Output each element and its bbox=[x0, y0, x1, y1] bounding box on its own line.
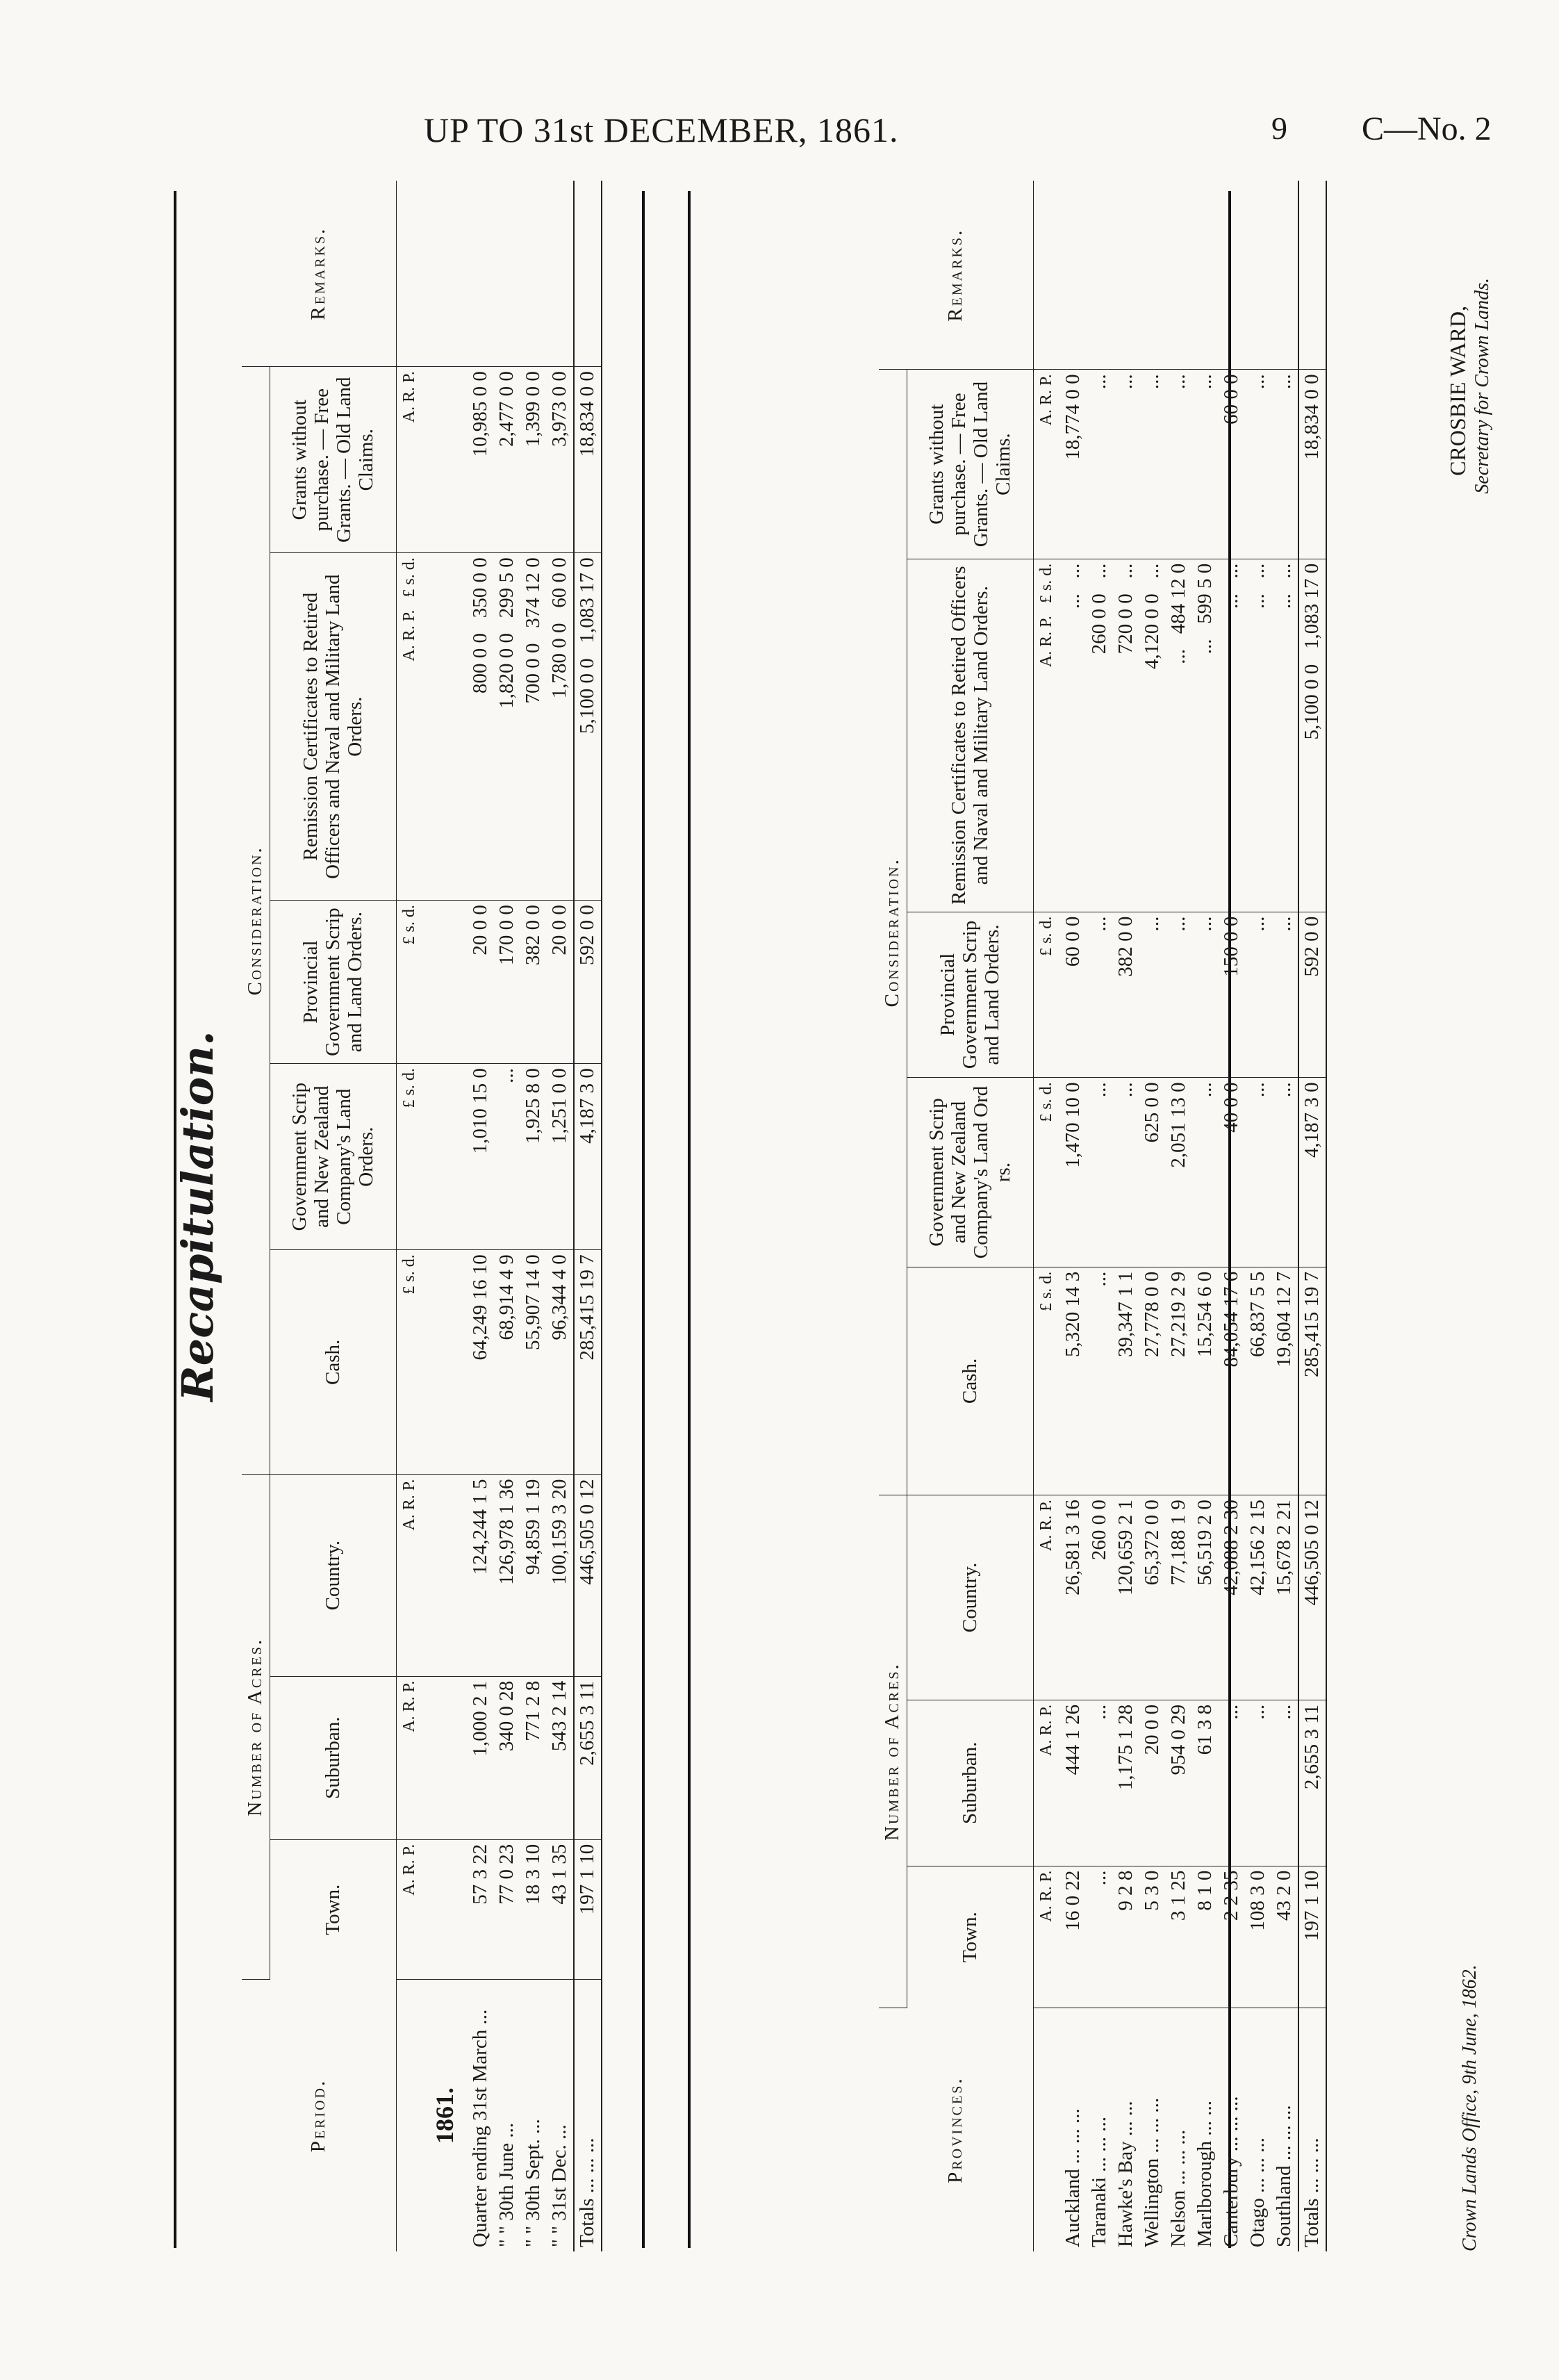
cell-remission bbox=[1113, 559, 1139, 912]
cell-grants: ... bbox=[1192, 370, 1219, 559]
cell-town: 18 3 10 bbox=[520, 1839, 547, 1979]
table-row bbox=[1192, 181, 1219, 2251]
cell-remission-acres: ... bbox=[1273, 593, 1295, 609]
col-header-country: Country. bbox=[270, 1475, 396, 1676]
total-suburban: 2,655 3 11 bbox=[1298, 1700, 1326, 1866]
cell-country: 26,581 3 16 bbox=[1060, 1495, 1087, 1700]
cell-grants: 2,477 0 0 bbox=[494, 367, 520, 553]
cell-remission bbox=[520, 553, 547, 901]
cell-cash: 27,219 2 9 bbox=[1166, 1267, 1192, 1495]
cell-cash: 27,778 0 0 bbox=[1139, 1267, 1166, 1495]
table-row bbox=[1166, 181, 1192, 2251]
cell-prov-scrip: ... bbox=[1192, 912, 1219, 1078]
unit-acres: A. R. P. bbox=[396, 1839, 423, 1979]
total-country: 446,505 0 12 bbox=[1298, 1495, 1326, 1700]
cell-grants: 3,973 0 0 bbox=[547, 367, 574, 553]
row-label: Wellington ... ... ... bbox=[1141, 2097, 1163, 2247]
cell-prov-scrip: 382 0 0 bbox=[1113, 912, 1139, 1078]
table-row bbox=[1219, 181, 1245, 2251]
document-code: C—No. 2 bbox=[1362, 110, 1492, 147]
col-header-grants: Grants without purchase. — Free Grants. — Old Land Claims. bbox=[907, 370, 1033, 559]
cell-suburban: ... bbox=[1271, 1700, 1298, 1866]
cell-suburban: ... bbox=[1219, 1700, 1245, 1866]
total-prov-scrip: 592 0 0 bbox=[1298, 912, 1326, 1078]
col-header-remarks: Remarks. bbox=[879, 181, 1033, 370]
cell-remission-money: 599 5 0 bbox=[1194, 563, 1216, 624]
cell-grants: ... bbox=[1139, 370, 1166, 559]
total-remission bbox=[1298, 559, 1326, 912]
cell-prov-scrip: 20 0 0 bbox=[547, 901, 574, 1064]
cell-remission-acres: ... bbox=[1220, 593, 1242, 609]
total-remission-acres: 5,100 0 0 bbox=[576, 658, 598, 734]
cell-town: 3 1 25 bbox=[1166, 1866, 1192, 2008]
year-label: 1861. bbox=[431, 2087, 459, 2144]
cell-govt-scrip: ... bbox=[1245, 1078, 1271, 1267]
cell-remission-money: 350 0 0 bbox=[469, 557, 491, 618]
cell-remission bbox=[494, 553, 520, 901]
total-suburban: 2,655 3 11 bbox=[574, 1676, 602, 1839]
cell-suburban: 543 2 14 bbox=[547, 1676, 574, 1839]
cell-remission-money: ... bbox=[1220, 563, 1242, 579]
col-header-cash: Cash. bbox=[270, 1250, 396, 1475]
cell-country: 56,519 2 0 bbox=[1192, 1495, 1219, 1700]
signature-name: CROSBIE WARD, bbox=[1445, 306, 1470, 476]
row-label: Auckland ... ... ... bbox=[1062, 2108, 1084, 2247]
cell-remarks bbox=[1139, 181, 1166, 370]
cell-remarks bbox=[494, 181, 520, 367]
total-govt-scrip: 4,187 3 0 bbox=[574, 1064, 602, 1250]
cell-remission bbox=[468, 553, 494, 901]
unit-money: £ s. d. bbox=[1033, 912, 1060, 1078]
total-remission-money: 1,083 17 0 bbox=[576, 557, 598, 643]
row-label: Marlborough ... ... bbox=[1194, 2100, 1216, 2247]
cell-cash: 19,604 12 7 bbox=[1271, 1267, 1298, 1495]
cell-country: 42,156 2 15 bbox=[1245, 1495, 1271, 1700]
page-title: UP TO 31st DECEMBER, 1861. bbox=[424, 110, 899, 149]
cell-govt-scrip: 1,251 0 0 bbox=[547, 1064, 574, 1250]
cell-country: 65,372 0 0 bbox=[1139, 1495, 1166, 1700]
col-header-cash: Cash. bbox=[907, 1267, 1033, 1495]
unit-acres: A. R. P. bbox=[1033, 370, 1060, 559]
cell-country: 120,659 2 1 bbox=[1113, 1495, 1139, 1700]
table-row bbox=[1139, 181, 1166, 2251]
cell-remission-acres: 1,820 0 0 bbox=[495, 633, 518, 709]
cell-govt-scrip: 1,010 15 0 bbox=[468, 1064, 494, 1250]
col-header-town: Town. bbox=[270, 1839, 396, 1979]
cell-country: 100,159 3 20 bbox=[547, 1475, 574, 1676]
total-town: 197 1 10 bbox=[1298, 1866, 1326, 2008]
table-row bbox=[1113, 181, 1139, 2251]
cell-prov-scrip: 382 0 0 bbox=[520, 901, 547, 1064]
cell-suburban: 954 0 29 bbox=[1166, 1700, 1192, 1866]
cell-remission-money: ... bbox=[1246, 563, 1269, 579]
cell-grants: ... bbox=[1166, 370, 1192, 559]
unit-money: £ s. d. bbox=[1033, 1267, 1060, 1495]
cell-suburban: ... bbox=[1087, 1700, 1113, 1866]
cell-govt-scrip: 1,925 8 0 bbox=[520, 1064, 547, 1250]
cell-remarks bbox=[1219, 181, 1245, 370]
cell-govt-scrip: ... bbox=[1271, 1078, 1298, 1267]
cell-cash: 55,907 14 0 bbox=[520, 1250, 547, 1475]
total-remission-acres: 5,100 0 0 bbox=[1301, 664, 1323, 740]
unit-acres: A. R. P. bbox=[1033, 1866, 1060, 2008]
unit-money: £ s. d. bbox=[396, 1250, 423, 1475]
cell-prov-scrip: 150 0 0 bbox=[1219, 912, 1245, 1078]
table-row bbox=[1271, 181, 1298, 2251]
cell-prov-scrip: ... bbox=[1139, 912, 1166, 1078]
cell-remission-acres: ... bbox=[1062, 593, 1084, 609]
table-row bbox=[547, 181, 574, 2251]
row-label: Taranaki ... ... ... bbox=[1088, 2116, 1110, 2247]
cell-remission-money: ... bbox=[1273, 563, 1295, 579]
cell-country: 77,188 1 9 bbox=[1166, 1495, 1192, 1700]
cell-remission-money: ... bbox=[1141, 563, 1163, 579]
cell-prov-scrip: 60 0 0 bbox=[1060, 912, 1087, 1078]
total-grants: 18,834 0 0 bbox=[574, 367, 602, 553]
cell-prov-scrip: ... bbox=[1087, 912, 1113, 1078]
cell-remarks bbox=[468, 181, 494, 367]
cell-town: 16 0 22 bbox=[1060, 1866, 1087, 2008]
cell-grants: ... bbox=[1113, 370, 1139, 559]
unit-acres: A. R. P. bbox=[1033, 1495, 1060, 1700]
province-table bbox=[879, 181, 1327, 2251]
cell-town: 108 3 0 bbox=[1245, 1866, 1271, 2008]
total-cash: 285,415 19 7 bbox=[574, 1250, 602, 1475]
col-header-govt-scrip: Government Scrip and New Zealand Company's Land Orders. bbox=[270, 1064, 396, 1250]
unit-money: £ s. d. bbox=[396, 901, 423, 1064]
unit-acres: A. R. P. bbox=[400, 609, 418, 662]
col-header-remission: Remission Certificates to Retired Officers and Naval and Military Land Orders. bbox=[907, 559, 1033, 912]
unit-money: £ s. d. bbox=[396, 1064, 423, 1250]
cell-suburban: 20 0 0 bbox=[1139, 1700, 1166, 1866]
cell-remission-money: 299 5 0 bbox=[495, 557, 518, 618]
unit-money: £ s. d. bbox=[1033, 1078, 1060, 1267]
row-label: Otago ... ... ... bbox=[1246, 2137, 1269, 2247]
cell-country: 260 0 0 bbox=[1087, 1495, 1113, 1700]
cell-remission-acres: ... bbox=[1167, 649, 1189, 664]
cell-govt-scrip: 40 0 0 bbox=[1219, 1078, 1245, 1267]
cell-remission-acres: 800 0 0 bbox=[469, 633, 491, 694]
total-govt-scrip: 4,187 3 0 bbox=[1298, 1078, 1326, 1267]
cell-remarks bbox=[1060, 181, 1087, 370]
cell-remission-acres: ... bbox=[1246, 593, 1269, 609]
totals-label: Totals ... ... ... bbox=[1298, 2008, 1326, 2251]
col-header-govt-scrip: Government Scrip and New Zealand Company's Land Ord rs. bbox=[907, 1078, 1033, 1267]
cell-remission bbox=[547, 553, 574, 901]
cell-remission-money: ... bbox=[1088, 563, 1110, 579]
cell-govt-scrip: 2,051 13 0 bbox=[1166, 1078, 1192, 1267]
unit-acres: A. R. P. bbox=[396, 1475, 423, 1676]
col-header-provinces: Provinces. bbox=[879, 2008, 1033, 2251]
group-header-acres: Number of Acres. bbox=[879, 1495, 907, 2008]
cell-remission bbox=[1087, 559, 1113, 912]
cell-grants: 18,774 0 0 bbox=[1060, 370, 1087, 559]
cell-town: 9 2 8 bbox=[1113, 1866, 1139, 2008]
rotated-content bbox=[174, 181, 1528, 2251]
cell-remission bbox=[1245, 559, 1271, 912]
unit-acres: A. R. P. bbox=[396, 1676, 423, 1839]
cell-suburban: ... bbox=[1245, 1700, 1271, 1866]
cell-town: 2 2 35 bbox=[1219, 1866, 1245, 2008]
cell-prov-scrip: ... bbox=[1166, 912, 1192, 1078]
cell-prov-scrip: ... bbox=[1271, 912, 1298, 1078]
cell-remarks bbox=[1192, 181, 1219, 370]
cell-grants: 60 0 0 bbox=[1219, 370, 1245, 559]
units-row bbox=[1033, 181, 1060, 2251]
cell-suburban: 1,175 1 28 bbox=[1113, 1700, 1139, 1866]
cell-cash: 39,347 1 1 bbox=[1113, 1267, 1139, 1495]
table-row bbox=[520, 181, 547, 2251]
row-label: Canterbury ... ... ... bbox=[1220, 2096, 1242, 2247]
cell-town: ... bbox=[1087, 1866, 1113, 2008]
row-label: Quarter ending 31st March ... bbox=[469, 2009, 491, 2247]
cell-govt-scrip: ... bbox=[1192, 1078, 1219, 1267]
cell-prov-scrip: 20 0 0 bbox=[468, 901, 494, 1064]
total-country: 446,505 0 12 bbox=[574, 1475, 602, 1676]
units-row bbox=[396, 181, 423, 2251]
total-cash: 285,415 19 7 bbox=[1298, 1267, 1326, 1495]
cell-town: 43 2 0 bbox=[1271, 1866, 1298, 2008]
row-label: Southland ... ... ... bbox=[1273, 2105, 1295, 2247]
cell-remission-acres: ... bbox=[1194, 639, 1216, 655]
table-row bbox=[494, 181, 520, 2251]
cell-remarks bbox=[547, 181, 574, 367]
col-header-town: Town. bbox=[907, 1866, 1033, 2008]
col-header-suburban: Suburban. bbox=[907, 1700, 1033, 1866]
cell-cash: 64,249 16 10 bbox=[468, 1250, 494, 1475]
recapitulation-title: Recapitulation. bbox=[172, 1031, 223, 1402]
cell-country: 94,859 1 19 bbox=[520, 1475, 547, 1676]
row-label: " " 30th Sept. ... bbox=[522, 2119, 544, 2247]
cell-remission bbox=[1219, 559, 1245, 912]
cell-cash: 68,914 4 9 bbox=[494, 1250, 520, 1475]
unit-money: £ s. d. bbox=[400, 557, 418, 598]
cell-grants: 1,399 0 0 bbox=[520, 367, 547, 553]
col-header-grants: Grants without purchase. — Free Grants. — Old Land Claims. bbox=[270, 367, 396, 553]
cell-grants: 10,985 0 0 bbox=[468, 367, 494, 553]
cell-remission-money: 484 12 0 bbox=[1167, 563, 1189, 634]
col-header-country: Country. bbox=[907, 1495, 1033, 1700]
cell-cash: ... bbox=[1087, 1267, 1113, 1495]
totals-row bbox=[574, 181, 602, 2251]
cell-remission bbox=[1166, 559, 1192, 912]
cell-cash: 5,320 14 3 bbox=[1060, 1267, 1087, 1495]
total-town: 197 1 10 bbox=[574, 1839, 602, 1979]
cell-remarks bbox=[1298, 181, 1326, 370]
unit-acres: A. R. P. bbox=[1037, 616, 1055, 668]
total-grants: 18,834 0 0 bbox=[1298, 370, 1326, 559]
row-label: Hawke's Bay ... ... bbox=[1114, 2101, 1137, 2247]
unit-acres-money bbox=[396, 553, 423, 901]
cell-cash: 15,254 6 0 bbox=[1192, 1267, 1219, 1495]
cell-remission-acres: 260 0 0 bbox=[1088, 593, 1110, 655]
col-header-prov-scrip: Provincial Government Scrip and Land Orders. bbox=[907, 912, 1033, 1078]
cell-prov-scrip: ... bbox=[1245, 912, 1271, 1078]
group-header-acres: Number of Acres. bbox=[242, 1475, 270, 1980]
cell-country: 15,678 2 21 bbox=[1271, 1495, 1298, 1700]
cell-grants: ... bbox=[1271, 370, 1298, 559]
unit-money: £ s. d. bbox=[1037, 563, 1055, 604]
signature-title: Secretary for Crown Lands. bbox=[1471, 278, 1493, 494]
cell-govt-scrip: 625 0 0 bbox=[1139, 1078, 1166, 1267]
cell-remission-acres: 720 0 0 bbox=[1114, 593, 1137, 655]
cell-suburban: 1,000 2 1 bbox=[468, 1676, 494, 1839]
cell-remission-acres: 1,780 0 0 bbox=[548, 623, 570, 699]
col-header-remarks: Remarks. bbox=[242, 181, 396, 367]
cell-govt-scrip: 1,470 10 0 bbox=[1060, 1078, 1087, 1267]
row-label: Nelson ... ... ... bbox=[1167, 2129, 1189, 2247]
cell-remission bbox=[1271, 559, 1298, 912]
totals-label: Totals ... ... ... bbox=[574, 1980, 602, 2251]
totals-row bbox=[1298, 181, 1326, 2251]
cell-suburban: 340 0 28 bbox=[494, 1676, 520, 1839]
col-header-suburban: Suburban. bbox=[270, 1676, 396, 1839]
table-row bbox=[468, 181, 494, 2251]
cell-country: 42,088 2 30 bbox=[1219, 1495, 1245, 1700]
cell-grants: ... bbox=[1087, 370, 1113, 559]
total-remission-money: 1,083 17 0 bbox=[1301, 563, 1323, 650]
cell-remarks bbox=[1087, 181, 1113, 370]
cell-remarks bbox=[574, 181, 602, 367]
group-header-consideration: Consideration. bbox=[879, 370, 907, 1495]
cell-remission-money: ... bbox=[1062, 563, 1084, 579]
cell-town: 5 3 0 bbox=[1139, 1866, 1166, 2008]
cell-country: 126,978 1 36 bbox=[494, 1475, 520, 1676]
cell-remarks bbox=[520, 181, 547, 367]
cell-govt-scrip: ... bbox=[1087, 1078, 1113, 1267]
office-date: Crown Lands Office, 9th June, 1862. bbox=[1459, 1964, 1480, 2251]
cell-remission bbox=[1139, 559, 1166, 912]
cell-cash: 84,054 17 6 bbox=[1219, 1267, 1245, 1495]
cell-town: 77 0 23 bbox=[494, 1839, 520, 1979]
page-number: 9 bbox=[1271, 110, 1287, 146]
period-table bbox=[242, 181, 602, 2251]
cell-remission bbox=[1192, 559, 1219, 912]
cell-suburban: 771 2 8 bbox=[520, 1676, 547, 1839]
cell-suburban: 444 1 26 bbox=[1060, 1700, 1087, 1866]
cell-remission-money: ... bbox=[1114, 563, 1137, 579]
cell-town: 57 3 22 bbox=[468, 1839, 494, 1979]
row-label: " " 31st Dec. ... bbox=[548, 2124, 570, 2247]
cell-remission-acres: 4,120 0 0 bbox=[1141, 593, 1163, 670]
cell-remission-acres: 700 0 0 bbox=[522, 643, 544, 704]
group-header-consideration: Consideration. bbox=[242, 367, 270, 1475]
table-row bbox=[1087, 181, 1113, 2251]
cell-prov-scrip: 170 0 0 bbox=[494, 901, 520, 1064]
table-row bbox=[1060, 181, 1087, 2251]
cell-grants: ... bbox=[1245, 370, 1271, 559]
cell-remarks bbox=[1166, 181, 1192, 370]
cell-remarks bbox=[1113, 181, 1139, 370]
cell-remarks bbox=[1271, 181, 1298, 370]
col-header-prov-scrip: Provincial Government Scrip and Land Orders. bbox=[270, 901, 396, 1064]
cell-govt-scrip: ... bbox=[1113, 1078, 1139, 1267]
cell-remission-money: 374 12 0 bbox=[522, 557, 544, 628]
cell-cash: 66,837 5 5 bbox=[1245, 1267, 1271, 1495]
col-header-remission: Remission Certificates to Retired Officers and Naval and Military Land Orders. bbox=[270, 553, 396, 901]
col-header-period: Period. bbox=[242, 1980, 396, 2251]
total-prov-scrip: 592 0 0 bbox=[574, 901, 602, 1064]
year-row bbox=[423, 181, 468, 2251]
row-label: " " 30th June ... bbox=[495, 2122, 518, 2247]
cell-remission-money: 60 0 0 bbox=[548, 557, 570, 608]
cell-cash: 96,344 4 0 bbox=[547, 1250, 574, 1475]
cell-remarks bbox=[1245, 181, 1271, 370]
table-row bbox=[1245, 181, 1271, 2251]
cell-remission bbox=[1060, 559, 1087, 912]
cell-country: 124,244 1 5 bbox=[468, 1475, 494, 1676]
cell-suburban: 61 3 8 bbox=[1192, 1700, 1219, 1866]
cell-town: 8 1 0 bbox=[1192, 1866, 1219, 2008]
cell-town: 43 1 35 bbox=[547, 1839, 574, 1979]
unit-acres-money bbox=[1033, 559, 1060, 912]
total-remission bbox=[574, 553, 602, 901]
unit-acres: A. R. P. bbox=[396, 367, 423, 553]
unit-acres: A. R. P. bbox=[1033, 1700, 1060, 1866]
cell-govt-scrip: ... bbox=[494, 1064, 520, 1250]
